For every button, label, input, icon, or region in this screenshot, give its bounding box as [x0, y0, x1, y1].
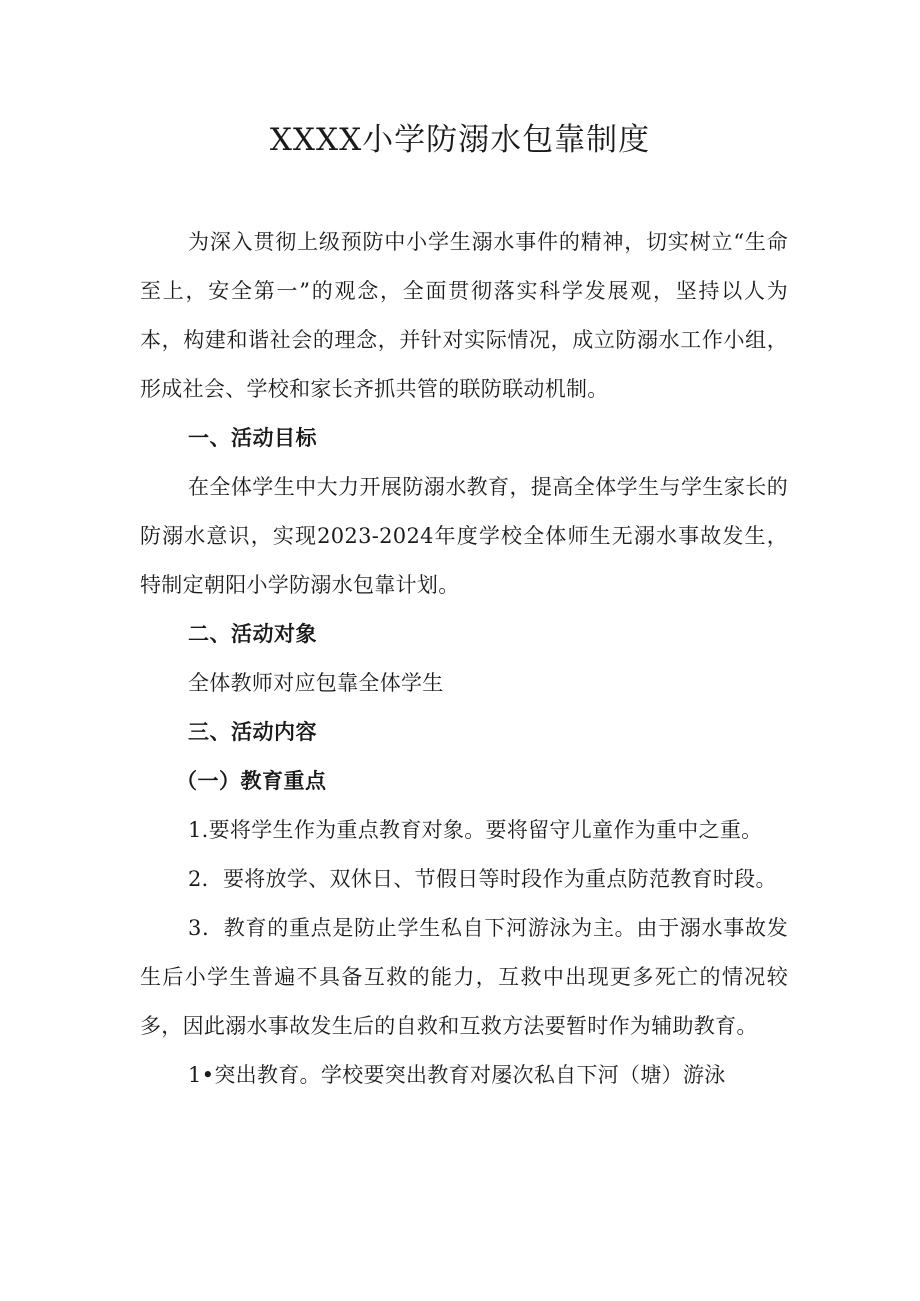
list-item: 1•突出教育。学校要突出教育对屡次私自下河（塘）游泳 [188, 1063, 726, 1087]
subsection-heading-education-focus: （一）教育重点 [176, 769, 327, 793]
list-item: 3．教育的重点是防止学生私自下河游泳为主。由于溺水事故发生后小学生普遍不具备互救的能力，互救中出现更多死亡的情况较多，因此溺水事故发生后的自救和互救方法要暂时作为辅助教育。 [140, 916, 788, 1038]
targets-paragraph: 全体教师对应包靠全体学生 [188, 671, 444, 695]
section-heading-goals: 一、活动目标 [188, 426, 317, 450]
list-item: 1.要将学生作为重点教育对象。要将留守儿童作为重中之重。 [188, 818, 763, 842]
section-heading-content: 三、活动内容 [188, 720, 317, 744]
goals-paragraph: 在全体学生中大力开展防溺水教育，提高全体学生与学生家长的防溺水意识，实现2023-2024年度学校全体师生无溺水事故发生，特制定朝阳小学防溺水包靠计划。 [140, 475, 788, 597]
intro-paragraph: 为深入贯彻上级预防中小学生溺水事件的精神，切实树立“生命至上，安全第一”的观念，全面贯彻落实科学发展观，坚持以人为本，构建和谐社会的理念，并针对实际情况，成立防溺水工作小组，形成社会、学校和家长齐抓共管的联防联动机制。 [140, 230, 788, 401]
list-item: 2．要将放学、双休日、节假日等时段作为重点防范教育时段。 [188, 867, 777, 891]
document-title: XXXX小学防溺水包靠制度 [269, 122, 651, 158]
section-heading-targets: 二、活动对象 [188, 622, 317, 646]
document-body [140, 218, 788, 1100]
